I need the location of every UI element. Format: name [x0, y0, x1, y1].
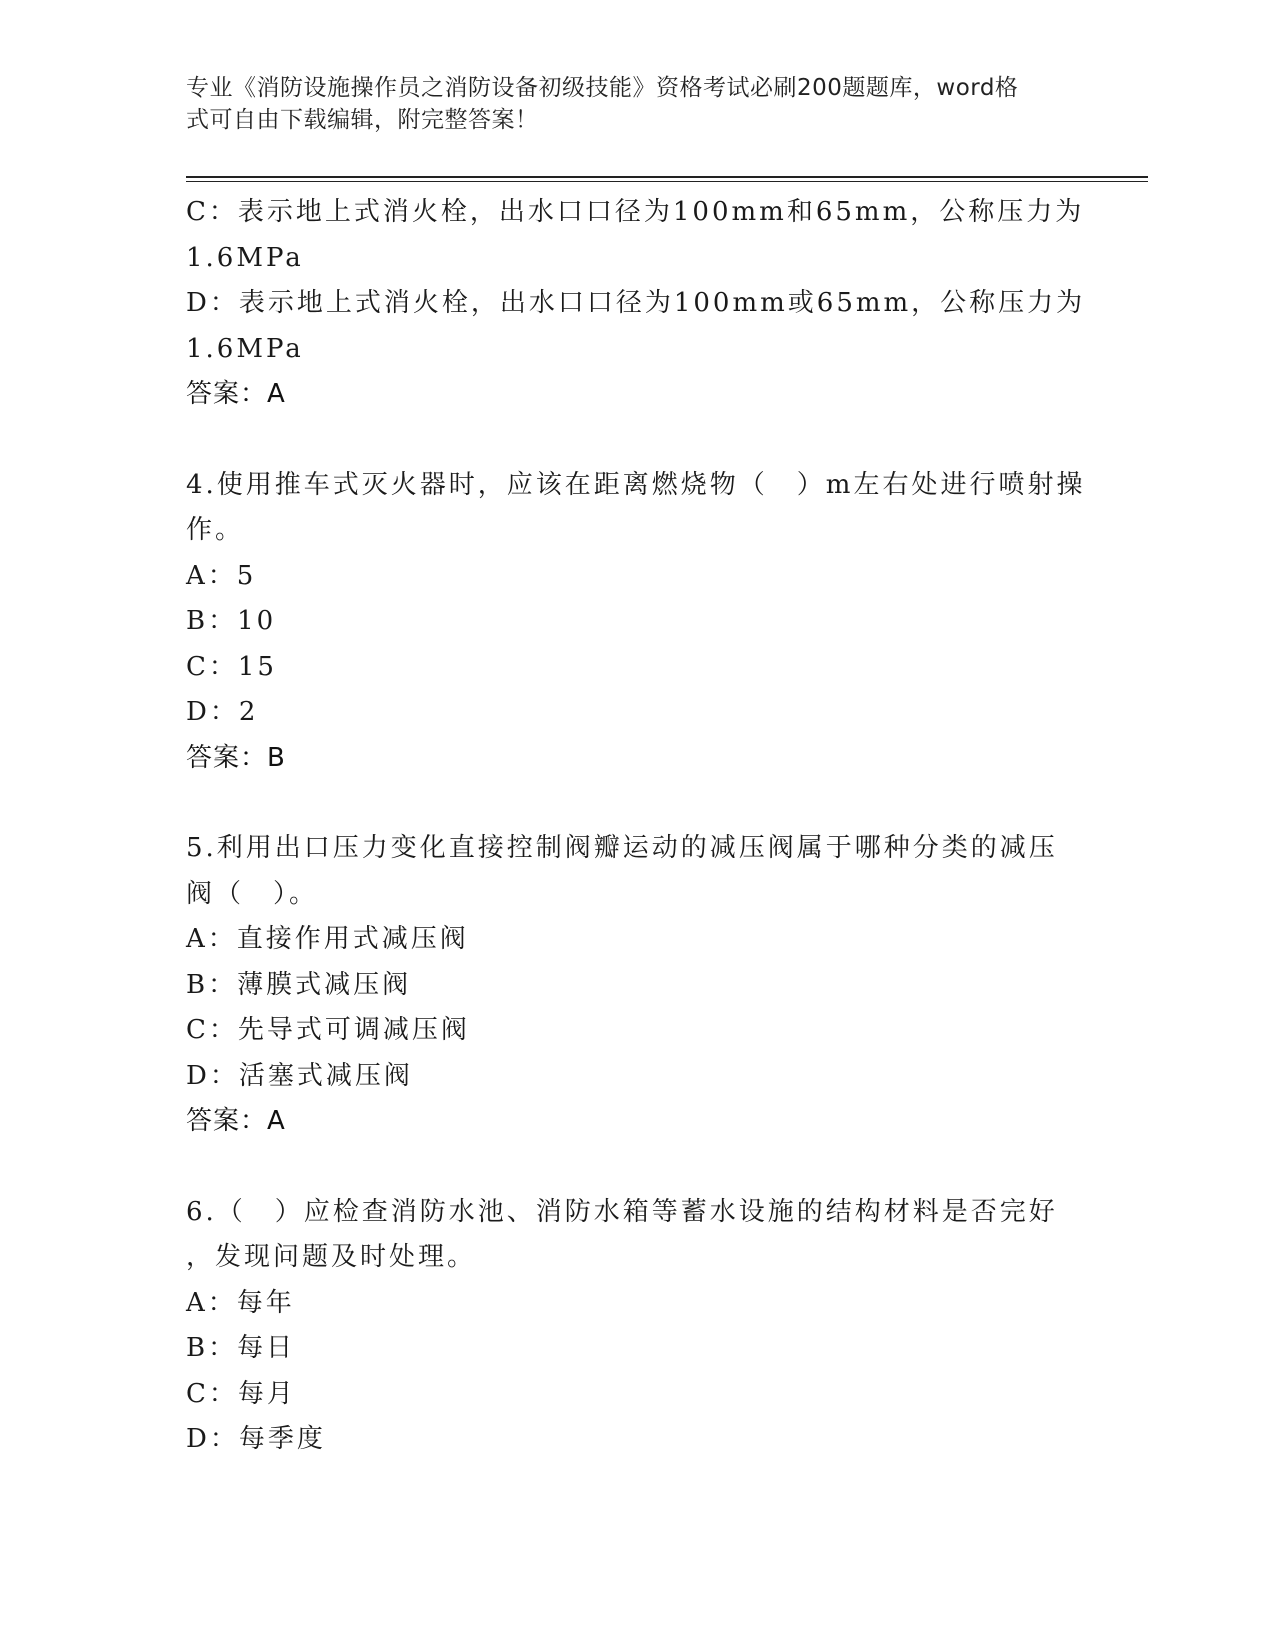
spacer — [186, 1145, 1086, 1190]
spacer — [186, 418, 1086, 463]
header-line-1: 专业《消防设施操作员之消防设备初级技能》资格考试必刷200题题库，word格 — [186, 75, 1019, 101]
q6-option-b: B：每日 — [186, 1333, 296, 1363]
question-4-block — [186, 463, 1086, 782]
q6-stem-line-1: 6.（ ）应检查消防水池、消防水箱等蓄水设施的结构材料是否完好 — [186, 1196, 1058, 1227]
q5-option-a: A：直接作用式减压阀 — [186, 924, 469, 954]
question-list — [186, 190, 1086, 1463]
q4-option-a: A：5 — [186, 560, 257, 591]
header-divider-thick — [186, 176, 1148, 178]
question-6-block — [186, 1190, 1086, 1463]
q5-option-c: C：先导式可调减压阀 — [186, 1015, 470, 1045]
q3-answer: 答案：A — [186, 379, 286, 409]
q3-option-d-line-2: 1.6MPa — [186, 333, 304, 364]
q4-option-c: C：15 — [186, 651, 277, 682]
q3-option-c-line-2: 1.6MPa — [186, 242, 304, 273]
q6-option-c: C：每月 — [186, 1378, 296, 1409]
header-divider-thin — [186, 181, 1148, 182]
q3-option-c-line-1: C：表示地上式消火栓，出水口口径为100mm和65mm，公称压力为 — [186, 197, 1085, 227]
q5-answer: 答案：A — [186, 1106, 286, 1136]
document-header — [186, 72, 1066, 136]
q6-option-d: D：每季度 — [186, 1424, 326, 1454]
question-5-block — [186, 826, 1086, 1145]
question-3-block — [186, 190, 1086, 418]
spacer — [186, 781, 1086, 826]
q4-option-b: B：10 — [186, 606, 277, 636]
q6-option-a: A：每年 — [186, 1287, 295, 1318]
q5-stem-line-2: 阀（ ）。 — [186, 878, 319, 909]
q5-stem-line-1: 5.利用出口压力变化直接控制阀瓣运动的减压阀属于哪种分类的减压 — [186, 833, 1058, 863]
q4-option-d: D：2 — [186, 697, 259, 727]
header-line-2: 式可自由下载编辑，附完整答案！ — [186, 107, 539, 133]
q4-stem-line-1: 4.使用推车式灭火器时，应该在距离燃烧物（ ）m左右处进行喷射操 — [186, 469, 1086, 500]
q5-option-d: D：活塞式减压阀 — [186, 1060, 413, 1091]
q3-option-d-line-1: D：表示地上式消火栓，出水口口径为100mm或65mm，公称压力为 — [186, 288, 1086, 318]
q5-option-b: B：薄膜式减压阀 — [186, 969, 412, 1000]
q4-answer: 答案：B — [186, 742, 286, 773]
q6-stem-line-2: ，发现问题及时处理。 — [186, 1242, 477, 1272]
q4-stem-line-2: 作。 — [186, 515, 245, 545]
